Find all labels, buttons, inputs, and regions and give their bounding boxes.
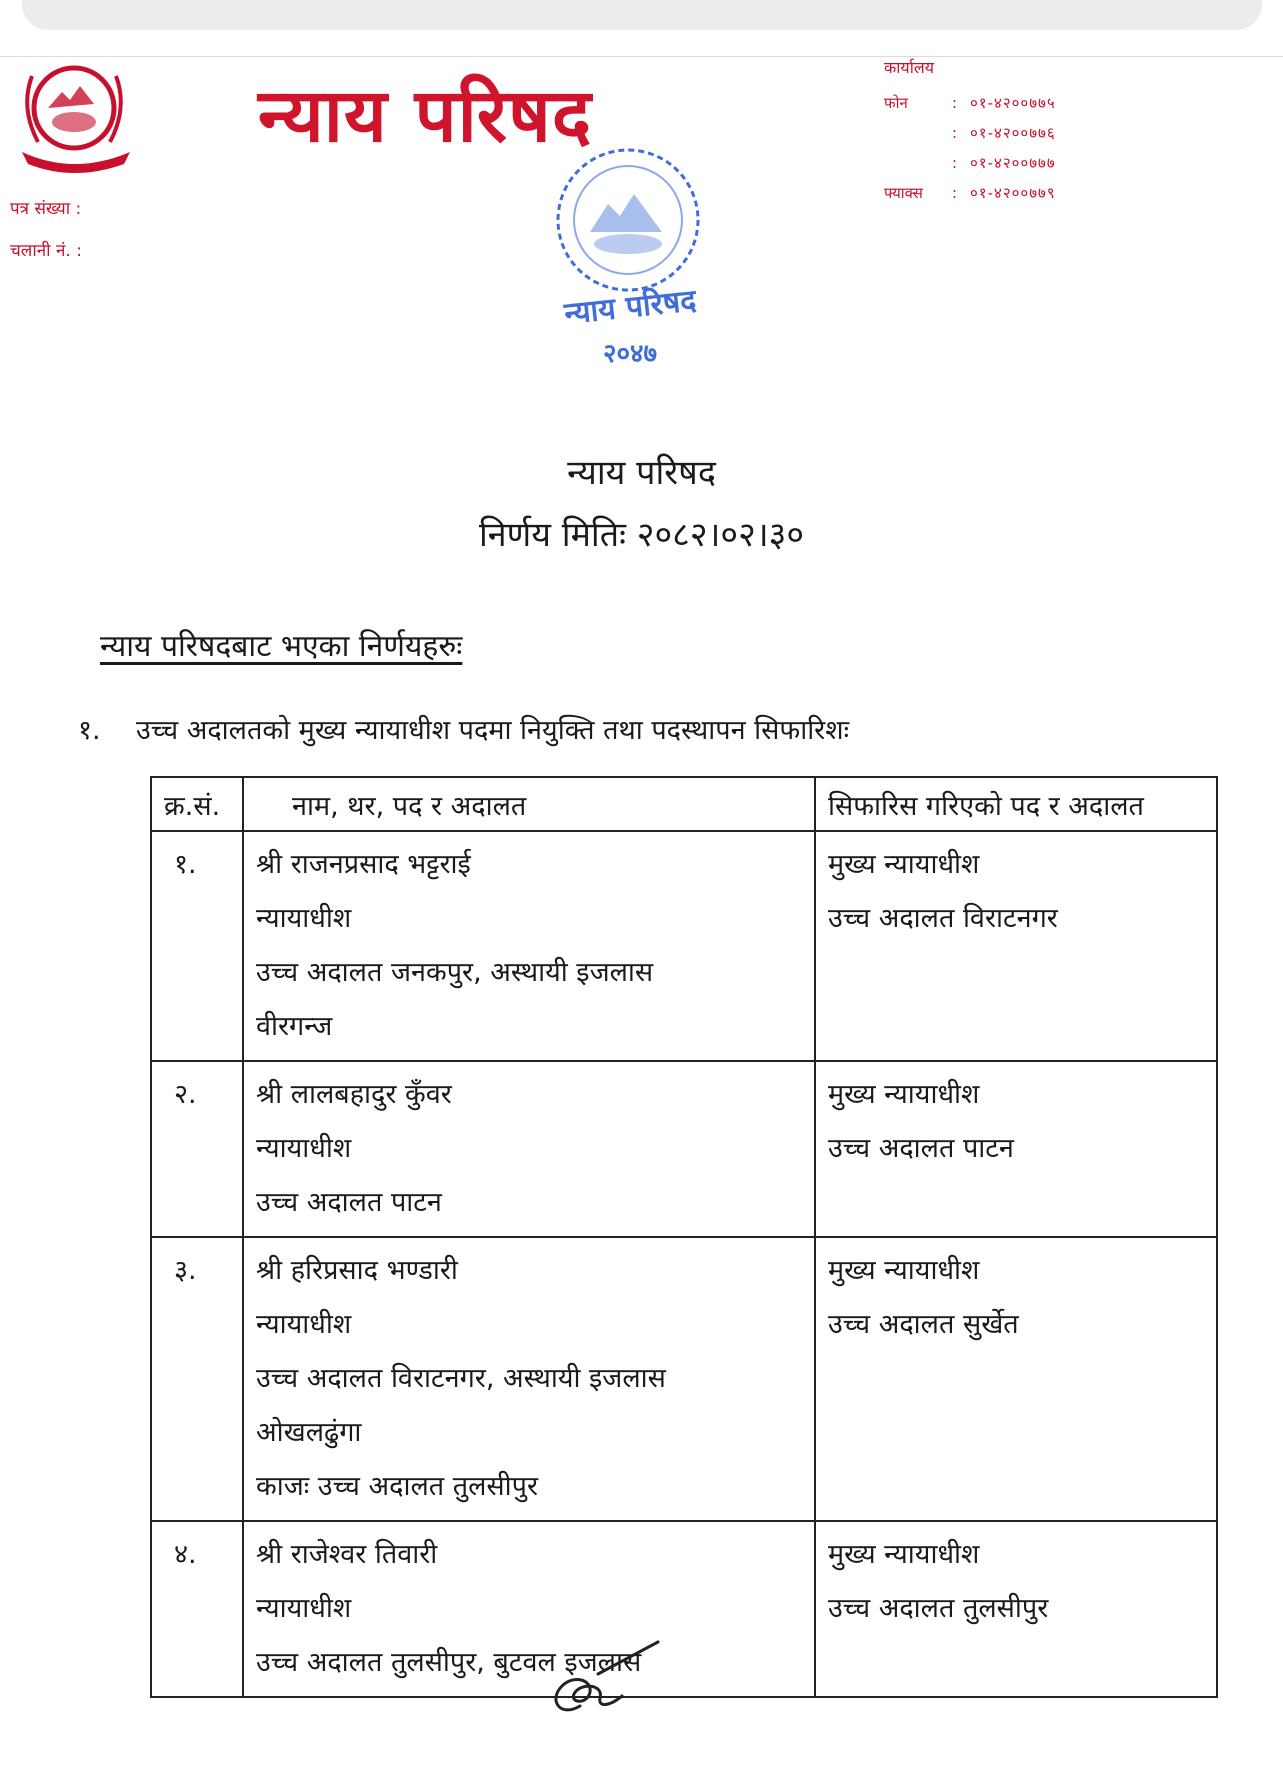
judge-details: श्री हरिप्रसाद भण्डारी न्यायाधीश उच्च अदालत विराटनगर, अस्थायी इजलास ओखलढुंगा काजः उच्च अदालत तुलसीपुर [243, 1237, 815, 1521]
table-row [151, 1061, 1217, 1237]
section-heading: न्याय परिषदबाट भएका निर्णयहरुः [100, 629, 463, 664]
decision-date: निर्णय मितिः २०८२।०२।३० [479, 515, 804, 555]
table-row [151, 1521, 1217, 1697]
serial-number: ३. [151, 1237, 243, 1521]
phone-number: ०१-४२००७७६ [970, 124, 1056, 142]
contact-row: : ०१-४२००७७६ [952, 124, 1056, 142]
serial-number: ४. [151, 1521, 243, 1697]
table-row [151, 1237, 1217, 1521]
column-header-details: नाम, थर, पद र अदालत [243, 777, 815, 831]
column-header-recommended: सिफारिस गरिएको पद र अदालत [815, 777, 1217, 831]
stamp-text: न्याय परिषद [562, 283, 698, 332]
letter-number-label: पत्र संख्या : [10, 199, 82, 219]
table-row [151, 831, 1217, 1061]
judge-details: श्री लालबहादुर कुँवर न्यायाधीश उच्च अदालत पाटन [243, 1061, 815, 1237]
stamp-year: २०४७ [602, 339, 658, 369]
recommended-post: मुख्य न्यायाधीश उच्च अदालत पाटन [815, 1061, 1217, 1237]
fax-number: ०१-४२००७७९ [970, 184, 1056, 202]
contact-row: फोन : ०१-४२००७७५ [884, 94, 1056, 112]
recommended-post: मुख्य न्यायाधीश उच्च अदालत तुलसीपुर [815, 1521, 1217, 1697]
phone-number: ०१-४२००७७५ [970, 94, 1056, 112]
phone-number: ०१-४२००७७७ [970, 154, 1056, 172]
judge-details: श्री राजेश्वर तिवारी न्यायाधीश उच्च अदालत तुलसीपुर, बुटवल इजलास [243, 1521, 815, 1697]
recommended-post: मुख्य न्यायाधीश उच्च अदालत विराटनगर [815, 831, 1217, 1061]
signature-icon [540, 1634, 670, 1724]
serial-number: २. [151, 1061, 243, 1237]
item-number: १. [78, 715, 101, 746]
table-header-row [151, 777, 1217, 831]
office-label: कार्यालय [884, 58, 934, 77]
contact-row: : ०१-४२००७७७ [952, 154, 1056, 172]
serial-number: १. [151, 831, 243, 1061]
dispatch-number-label: चलानी नं. : [10, 241, 82, 261]
contact-row: फ्याक्स : ०१-४२००७७९ [884, 184, 1056, 202]
item-line [78, 710, 849, 747]
top-bar [22, 0, 1262, 30]
recommendation-table [150, 776, 1218, 1698]
recommended-post: मुख्य न्यायाधीश उच्च अदालत सुर्खेत [815, 1237, 1217, 1521]
judge-details: श्री राजनप्रसाद भट्टराई न्यायाधीश उच्च अदालत जनकपुर, अस्थायी इजलास वीरगन्ज [243, 831, 815, 1061]
document-title: न्याय परिषद [567, 453, 716, 493]
contact-block [884, 56, 1124, 208]
item-text: उच्च अदालतको मुख्य न्यायाधीश पदमा नियुक्ति तथा पदस्थापन सिफारिशः [136, 715, 850, 746]
column-header-sn: क्र.सं. [151, 777, 243, 831]
nepal-emblem-icon [12, 56, 142, 176]
org-title: न्याय परिषद [258, 73, 593, 159]
